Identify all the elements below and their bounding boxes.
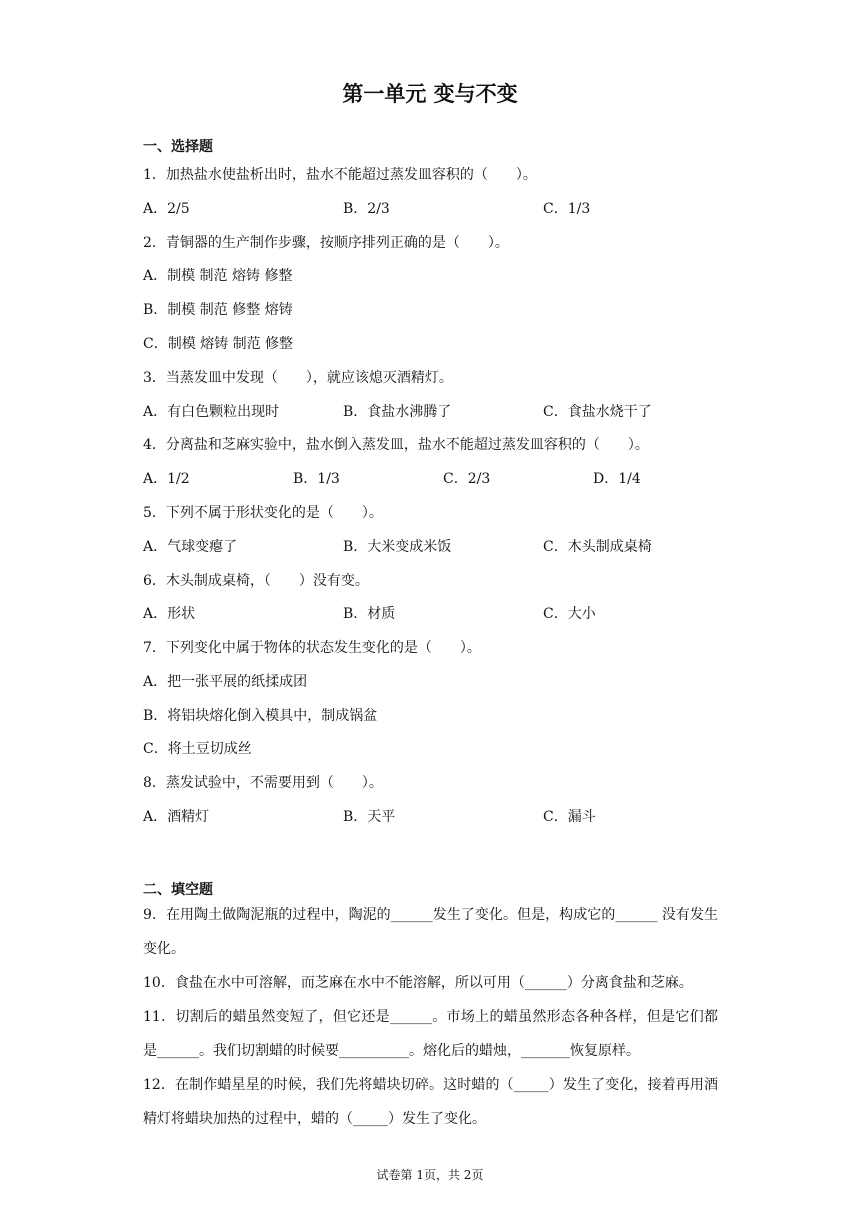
question-3-option-a: A．有白色颗粒出现时 xyxy=(143,404,280,420)
question-4-option-b: B．1/3 xyxy=(293,471,340,487)
question-8-option-a: A．酒精灯 xyxy=(143,809,210,825)
question-11: 11．切割后的蜡虽然变短了，但它还是______。市场上的蜡虽然形态各种各样，但是它们都是______。我们切割蜡的时候要__________。熔化后的蜡烛，_______恢复原样。 xyxy=(143,1009,718,1059)
question-2-option-c: C．制模 熔铸 制范 修整 xyxy=(143,336,294,352)
question-6-option-b: B．材质 xyxy=(343,606,396,622)
question-3-option-c: C．食盐水烧干了 xyxy=(543,404,652,420)
question-6-option-c: C．大小 xyxy=(543,606,596,622)
question-5-option-c: C．木头制成桌椅 xyxy=(543,539,652,555)
question-7-option-c: C．将土豆切成丝 xyxy=(143,741,252,757)
question-9: 9．在用陶土做陶泥瓶的过程中，陶泥的______发生了变化。但是，构成它的______ 没有发生变化。 xyxy=(143,907,718,957)
question-3-option-b: B．食盐水沸腾了 xyxy=(343,404,452,420)
question-12: 12．在制作蜡星星的时候，我们先将蜡块切碎。这时蜡的（_____）发生了变化，接着再用酒精灯将蜡块加热的过程中，蜡的（_____）发生了变化。 xyxy=(143,1077,718,1127)
question-2-option-b: B．制模 制范 修整 熔铸 xyxy=(143,302,293,318)
question-4-option-d: D．1/4 xyxy=(593,471,641,487)
page-footer: 试卷第 1页，共 2页 xyxy=(376,1168,484,1182)
question-8-option-c: C．漏斗 xyxy=(543,809,596,825)
question-2-option-a: A．制模 制范 熔铸 修整 xyxy=(143,268,293,284)
question-6-option-a: A．形状 xyxy=(143,606,196,622)
question-7-option-b: B．将铝块熔化倒入模具中，制成锅盆 xyxy=(143,708,378,724)
question-3-stem: 3．当蒸发皿中发现（ ），就应该熄灭酒精灯。 xyxy=(143,370,453,386)
question-5-option-b: B．大米变成米饭 xyxy=(343,539,452,555)
question-5-stem: 5．下列不属于形状变化的是（ ）。 xyxy=(143,505,383,521)
question-8-stem: 8．蒸发试验中，不需要用到（ ）。 xyxy=(143,775,383,791)
question-5-option-a: A．气球变瘪了 xyxy=(143,539,238,555)
question-4-stem: 4．分离盐和芝麻实验中，盐水倒入蒸发皿，盐水不能超过蒸发皿容积的（ ）。 xyxy=(143,437,649,453)
question-4-option-c: C．2/3 xyxy=(443,471,491,487)
question-1-stem: 1．加热盐水使盐析出时，盐水不能超过蒸发皿容积的（ ）。 xyxy=(143,167,537,183)
question-4-option-a: A．1/2 xyxy=(143,471,190,487)
section-heading-choice: 一、选择题 xyxy=(143,139,213,155)
question-7-stem: 7．下列变化中属于物体的状态发生变化的是（ ）。 xyxy=(143,640,481,656)
question-10: 10．食盐在水中可溶解，而芝麻在水中不能溶解，所以可用（______）分离食盐和芝麻。 xyxy=(143,975,693,991)
page-title: 第一单元 变与不变 xyxy=(342,82,518,106)
question-8-option-b: B．天平 xyxy=(343,809,396,825)
question-1-option-b: B．2/3 xyxy=(343,201,390,217)
question-2-stem: 2．青铜器的生产制作步骤，按顺序排列正确的是（ ）。 xyxy=(143,235,509,251)
section-heading-fill: 二、填空题 xyxy=(143,882,213,898)
question-7-option-a: A．把一张平展的纸揉成团 xyxy=(143,674,308,690)
question-1-option-a: A．2/5 xyxy=(143,201,190,217)
question-1-option-c: C．1/3 xyxy=(543,201,591,217)
question-6-stem: 6．木头制成桌椅，（ ）没有变。 xyxy=(143,573,369,589)
